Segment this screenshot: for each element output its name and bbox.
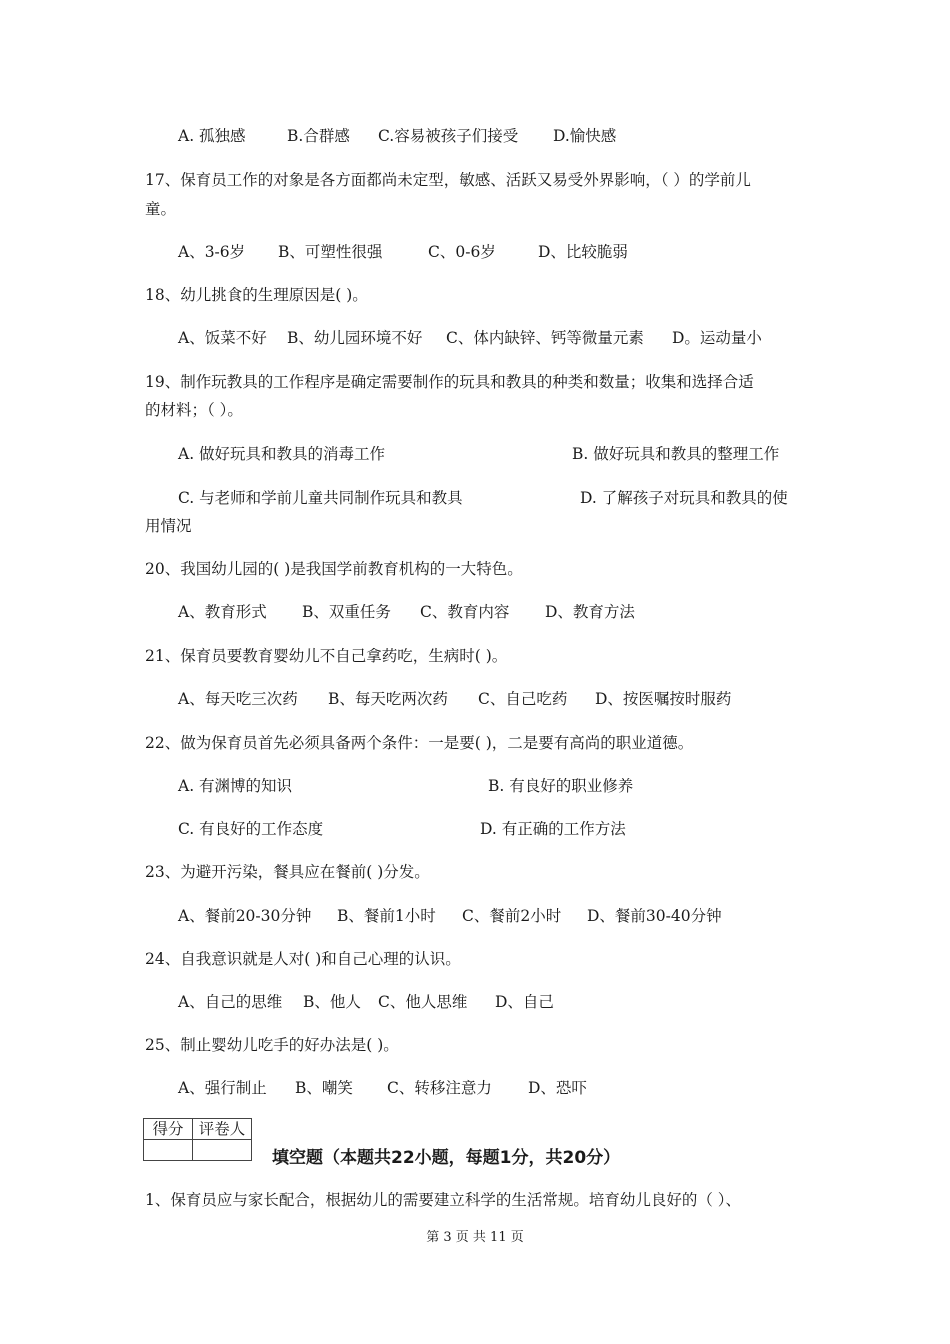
q22-option-d: D. 有正确的工作方法 <box>480 820 626 838</box>
page-footer: 第 3 页 共 11 页 <box>426 1230 524 1245</box>
q24-option-a: A、自己的思维 <box>178 993 283 1011</box>
q20-option-c: C、教育内容 <box>420 603 510 621</box>
q16-option-d: D.愉快感 <box>553 127 617 145</box>
q17-option-b: B、可塑性很强 <box>278 243 383 261</box>
q20-option-d: D、教育方法 <box>545 603 635 621</box>
q24-option-d: D、自己 <box>495 993 554 1011</box>
q19-stem-line2: 的材料；（ ）。 <box>145 401 243 419</box>
q25-option-b: B、嘲笑 <box>295 1079 353 1097</box>
q16-option-a: A. 孤独感 <box>178 127 246 145</box>
q21-option-c: C、自己吃药 <box>478 690 568 708</box>
q19-option-d-wrap: 用情况 <box>145 517 192 535</box>
section-title: 填空题（本题共22小题，每题1分，共20分） <box>272 1148 621 1168</box>
q20-option-b: B、双重任务 <box>302 603 391 621</box>
q23-option-b: B、餐前1小时 <box>337 907 436 925</box>
score-box <box>143 1118 252 1161</box>
q19-option-a: A. 做好玩具和教具的消毒工作 <box>178 445 386 463</box>
q25-stem: 25、制止婴幼儿吃手的好办法是( )。 <box>145 1036 399 1054</box>
q23-option-a: A、餐前20-30分钟 <box>178 907 312 925</box>
q16-option-c: C.容易被孩子们接受 <box>378 127 519 145</box>
q17-option-a: A、3-6岁 <box>178 243 246 261</box>
q21-option-a: A、每天吃三次药 <box>178 690 298 708</box>
q17-stem-line1: 17、保育员工作的对象是各方面都尚未定型，敏感、活跃又易受外界影响，（ ）的学前儿 <box>145 171 751 189</box>
q25-option-c: C、转移注意力 <box>387 1079 492 1097</box>
q22-option-a: A. 有渊博的知识 <box>178 777 293 795</box>
q19-stem-line1: 19、制作玩教具的工作程序是确定需要制作的玩具和教具的种类和数量；收集和选择合适 <box>145 373 754 391</box>
q16-option-b: B.合群感 <box>287 127 350 145</box>
q17-option-c: C、0-6岁 <box>428 243 496 261</box>
q21-option-d: D、按医嘱按时服药 <box>595 690 732 708</box>
q19-option-b: B. 做好玩具和教具的整理工作 <box>572 445 780 463</box>
q18-stem: 18、幼儿挑食的生理原因是( )。 <box>145 286 368 304</box>
q19-option-c: C. 与老师和学前儿童共同制作玩具和教具 <box>178 489 463 507</box>
score-cell <box>144 1140 193 1161</box>
q17-stem-line2: 童。 <box>145 200 177 218</box>
q24-option-b: B、他人 <box>303 993 361 1011</box>
q20-option-a: A、教育形式 <box>178 603 267 621</box>
q24-stem: 24、自我意识就是人对( )和自己心理的认识。 <box>145 950 461 968</box>
q21-option-b: B、每天吃两次药 <box>328 690 448 708</box>
score-label: 得分 <box>144 1119 193 1140</box>
q18-option-d: D。运动量小 <box>672 329 762 347</box>
q18-option-a: A、饭菜不好 <box>178 329 267 347</box>
q25-option-a: A、强行制止 <box>178 1079 267 1097</box>
q25-option-d: D、恐吓 <box>528 1079 587 1097</box>
q18-option-c: C、体内缺锌、钙等微量元素 <box>446 329 644 347</box>
q23-option-c: C、餐前2小时 <box>462 907 562 925</box>
q22-option-b: B. 有良好的职业修养 <box>488 777 634 795</box>
q17-option-d: D、比较脆弱 <box>538 243 628 261</box>
q19-option-d: D. 了解孩子对玩具和教具的使 <box>580 489 788 507</box>
q20-stem: 20、我国幼儿园的( )是我国学前教育机构的一大特色。 <box>145 560 523 578</box>
q23-stem: 23、为避开污染，餐具应在餐前( )分发。 <box>145 863 430 881</box>
q23-option-d: D、餐前30-40分钟 <box>587 907 722 925</box>
grader-cell <box>193 1140 252 1161</box>
q22-option-c: C. 有良好的工作态度 <box>178 820 324 838</box>
q21-stem: 21、保育员要教育婴幼儿不自己拿药吃，生病时( )。 <box>145 647 508 665</box>
grader-label: 评卷人 <box>193 1119 252 1140</box>
q22-stem: 22、做为保育员首先必须具备两个条件：一是要( )，二是要有高尚的职业道德。 <box>145 734 694 752</box>
fill1-stem: 1、保育员应与家长配合，根据幼儿的需要建立科学的生活常规。培育幼儿良好的（ ）、 <box>145 1191 742 1209</box>
q18-option-b: B、幼儿园环境不好 <box>287 329 423 347</box>
q24-option-c: C、他人思维 <box>378 993 468 1011</box>
